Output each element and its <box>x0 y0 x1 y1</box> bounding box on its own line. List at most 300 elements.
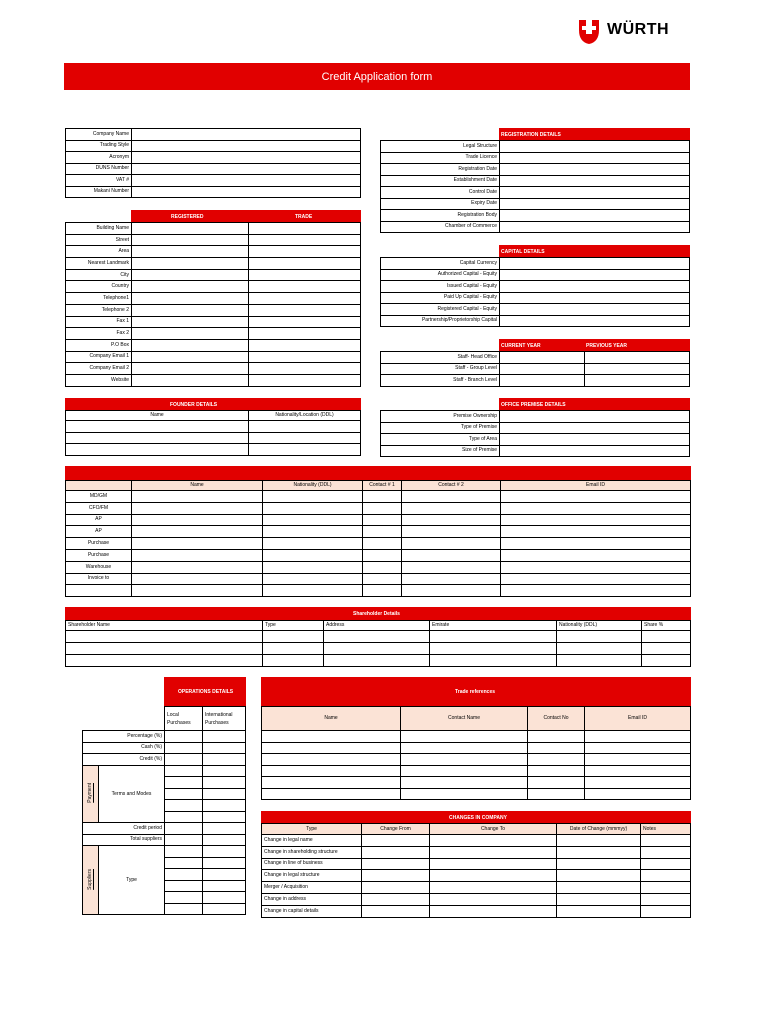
input-cell[interactable] <box>430 905 557 917</box>
input-cell[interactable] <box>132 549 263 561</box>
table-row <box>262 754 691 766</box>
input-cell[interactable] <box>402 549 501 561</box>
input-cell[interactable] <box>557 870 641 882</box>
input-cell[interactable] <box>165 742 203 754</box>
input-cell[interactable] <box>528 765 585 777</box>
input-cell[interactable] <box>165 811 203 823</box>
input-cell[interactable] <box>363 526 402 538</box>
input-cell[interactable] <box>401 731 528 743</box>
change-type-label: Change in capital details <box>262 905 362 917</box>
input-cell[interactable] <box>249 246 361 258</box>
table-row <box>262 788 691 800</box>
input-cell[interactable] <box>263 573 363 585</box>
input-cell[interactable] <box>263 561 363 573</box>
input-cell[interactable] <box>500 363 585 375</box>
address-table <box>65 222 361 387</box>
input-cell[interactable] <box>203 869 246 881</box>
table-row <box>66 258 361 270</box>
column-header: Shareholder Name <box>66 621 263 631</box>
input-cell[interactable] <box>203 846 246 858</box>
input-cell[interactable] <box>402 491 501 503</box>
input-cell[interactable] <box>642 643 691 655</box>
field-label: Percentage (%) <box>83 731 165 743</box>
input-cell[interactable] <box>165 869 203 881</box>
change-type-label: Change in legal structure <box>262 870 362 882</box>
input-cell[interactable] <box>132 163 361 175</box>
input-cell[interactable] <box>132 561 263 573</box>
input-cell[interactable] <box>262 742 401 754</box>
input-cell[interactable] <box>500 198 690 210</box>
input-cell[interactable] <box>203 800 246 812</box>
input-cell[interactable] <box>262 777 401 789</box>
input-cell[interactable] <box>500 221 690 233</box>
input-cell[interactable] <box>528 731 585 743</box>
field-label: Registration Date <box>381 164 500 176</box>
input-cell[interactable] <box>132 339 249 351</box>
input-cell[interactable] <box>641 870 691 882</box>
field-label: Paid Up Capital - Equity <box>381 292 500 304</box>
table-row <box>262 870 691 882</box>
table-row <box>381 292 690 304</box>
input-cell[interactable] <box>165 777 203 789</box>
input-cell[interactable] <box>262 731 401 743</box>
input-cell[interactable] <box>324 643 430 655</box>
input-cell[interactable] <box>132 186 361 198</box>
table-row <box>262 893 691 905</box>
input-cell[interactable] <box>430 893 557 905</box>
table-row <box>66 140 361 152</box>
input-cell[interactable] <box>585 788 691 800</box>
input-cell[interactable] <box>263 631 324 643</box>
input-cell[interactable] <box>528 742 585 754</box>
input-cell[interactable] <box>585 765 691 777</box>
column-header: Address <box>324 621 430 631</box>
input-cell[interactable] <box>362 846 430 858</box>
input-cell[interactable] <box>362 882 430 894</box>
input-cell[interactable] <box>500 281 690 293</box>
input-cell[interactable] <box>263 643 324 655</box>
table-row <box>381 258 690 270</box>
table-row <box>381 187 690 199</box>
input-cell[interactable] <box>203 754 246 766</box>
input-cell[interactable] <box>501 549 691 561</box>
input-cell[interactable] <box>557 893 641 905</box>
founder-header-text: FOUNDER DETAILS <box>170 402 218 408</box>
input-cell[interactable] <box>500 258 690 270</box>
input-cell[interactable] <box>500 375 585 387</box>
input-cell[interactable] <box>362 905 430 917</box>
registration-table <box>380 140 690 233</box>
input-cell[interactable] <box>557 858 641 870</box>
input-cell[interactable] <box>249 269 361 281</box>
input-cell[interactable] <box>501 502 691 514</box>
input-cell[interactable] <box>165 788 203 800</box>
input-cell[interactable] <box>500 269 690 281</box>
input-cell[interactable] <box>557 631 642 643</box>
input-cell[interactable] <box>165 846 203 858</box>
input-cell[interactable] <box>500 187 690 199</box>
input-cell[interactable] <box>262 754 401 766</box>
field-label: Size of Premise <box>381 445 500 457</box>
input-cell[interactable] <box>585 731 691 743</box>
office-header <box>499 398 690 410</box>
input-cell[interactable] <box>641 905 691 917</box>
input-cell[interactable] <box>249 328 361 340</box>
input-cell[interactable] <box>430 870 557 882</box>
input-cell[interactable] <box>263 491 363 503</box>
input-cell[interactable] <box>500 352 585 364</box>
input-cell[interactable] <box>132 269 249 281</box>
input-cell[interactable] <box>132 514 263 526</box>
input-cell[interactable] <box>263 514 363 526</box>
input-cell[interactable] <box>262 765 401 777</box>
input-cell[interactable] <box>501 514 691 526</box>
input-cell[interactable] <box>501 491 691 503</box>
input-cell[interactable] <box>203 903 246 915</box>
input-cell[interactable] <box>203 742 246 754</box>
input-cell[interactable] <box>165 765 203 777</box>
input-cell[interactable] <box>263 502 363 514</box>
input-cell[interactable] <box>165 880 203 892</box>
table-row <box>66 538 691 550</box>
input-cell[interactable] <box>401 754 528 766</box>
input-cell[interactable] <box>430 643 557 655</box>
input-cell[interactable] <box>500 164 690 176</box>
table-row <box>66 152 361 164</box>
input-cell[interactable] <box>132 246 249 258</box>
input-cell[interactable] <box>132 316 249 328</box>
type-label: Type <box>99 846 165 915</box>
input-cell[interactable] <box>203 823 246 835</box>
registration-header <box>499 128 690 140</box>
input-cell[interactable] <box>430 846 557 858</box>
input-cell[interactable] <box>249 223 361 235</box>
column-header: Nationality/Location (DDL) <box>249 411 361 421</box>
table-row <box>381 281 690 293</box>
field-label: VAT # <box>66 175 132 187</box>
table-row <box>83 707 246 731</box>
input-cell[interactable] <box>363 491 402 503</box>
input-cell[interactable] <box>262 788 401 800</box>
input-cell[interactable] <box>500 210 690 222</box>
input-cell[interactable] <box>362 835 430 847</box>
input-cell[interactable] <box>249 432 361 444</box>
input-cell[interactable] <box>401 788 528 800</box>
input-cell[interactable] <box>132 258 249 270</box>
staff-header <box>499 339 690 351</box>
input-cell[interactable] <box>501 538 691 550</box>
input-cell[interactable] <box>203 834 246 846</box>
field-label: Telephone 2 <box>66 304 132 316</box>
input-cell[interactable] <box>132 328 249 340</box>
input-cell[interactable] <box>402 514 501 526</box>
table-row <box>66 163 361 175</box>
change-type-label: Change in legal name <box>262 835 362 847</box>
company-table <box>65 128 361 198</box>
input-cell[interactable] <box>165 754 203 766</box>
input-cell[interactable] <box>501 573 691 585</box>
input-cell[interactable] <box>363 573 402 585</box>
input-cell[interactable] <box>132 140 361 152</box>
input-cell[interactable] <box>430 835 557 847</box>
column-header: Nationality (DDL) <box>263 481 363 491</box>
input-cell[interactable] <box>500 141 690 153</box>
input-cell[interactable] <box>401 765 528 777</box>
input-cell[interactable] <box>500 152 690 164</box>
input-cell[interactable] <box>132 538 263 550</box>
input-cell[interactable] <box>500 292 690 304</box>
table-row <box>66 411 361 421</box>
input-cell[interactable] <box>402 538 501 550</box>
input-cell[interactable] <box>557 835 641 847</box>
input-cell[interactable] <box>165 892 203 904</box>
payment-group <box>83 765 99 823</box>
input-cell[interactable] <box>132 152 361 164</box>
input-cell[interactable] <box>500 411 690 423</box>
field-label: Company Email 2 <box>66 363 132 375</box>
founder-header <box>65 398 361 410</box>
field-label: Building Name <box>66 223 132 235</box>
table-row <box>262 846 691 858</box>
input-cell[interactable] <box>501 526 691 538</box>
input-cell[interactable] <box>132 363 249 375</box>
input-cell[interactable] <box>585 352 690 364</box>
input-cell[interactable] <box>585 754 691 766</box>
column-header: Share % <box>642 621 691 631</box>
input-cell[interactable] <box>641 846 691 858</box>
input-cell[interactable] <box>132 526 263 538</box>
input-cell[interactable] <box>500 422 690 434</box>
role-label: AP <box>66 514 132 526</box>
input-cell[interactable] <box>641 893 691 905</box>
table-row <box>381 315 690 327</box>
table-row <box>66 655 691 667</box>
column-header: Emirate <box>430 621 557 631</box>
input-cell[interactable] <box>362 870 430 882</box>
input-cell[interactable] <box>66 655 263 667</box>
input-cell[interactable] <box>203 892 246 904</box>
input-cell[interactable] <box>249 234 361 246</box>
input-cell[interactable] <box>402 526 501 538</box>
input-cell[interactable] <box>528 788 585 800</box>
input-cell[interactable] <box>402 573 501 585</box>
input-cell[interactable] <box>500 434 690 446</box>
input-cell[interactable] <box>528 754 585 766</box>
input-cell[interactable] <box>132 234 249 246</box>
input-cell[interactable] <box>203 788 246 800</box>
column-header: International Purchases <box>203 707 246 731</box>
staff-table <box>380 351 690 387</box>
input-cell[interactable] <box>585 777 691 789</box>
input-cell[interactable] <box>249 351 361 363</box>
input-cell[interactable] <box>401 742 528 754</box>
input-cell[interactable] <box>66 444 249 456</box>
input-cell[interactable] <box>501 561 691 573</box>
input-cell[interactable] <box>263 655 324 667</box>
input-cell[interactable] <box>642 631 691 643</box>
input-cell[interactable] <box>557 846 641 858</box>
role-label: CFO/FM <box>66 502 132 514</box>
input-cell[interactable] <box>165 857 203 869</box>
input-cell[interactable] <box>402 561 501 573</box>
changes-table <box>261 823 691 918</box>
input-cell[interactable] <box>557 905 641 917</box>
input-cell[interactable] <box>132 129 361 141</box>
input-cell[interactable] <box>66 432 249 444</box>
input-cell[interactable] <box>557 882 641 894</box>
input-cell[interactable] <box>249 363 361 375</box>
input-cell[interactable] <box>132 175 361 187</box>
input-cell[interactable] <box>501 585 691 597</box>
input-cell[interactable] <box>585 742 691 754</box>
column-header: Name <box>66 411 249 421</box>
column-header: Local Purchases <box>165 707 203 731</box>
input-cell[interactable] <box>263 585 363 597</box>
column-header: Email ID <box>501 481 691 491</box>
input-cell[interactable] <box>324 631 430 643</box>
input-cell[interactable] <box>132 585 263 597</box>
table-row <box>381 352 690 364</box>
input-cell[interactable] <box>641 835 691 847</box>
input-cell[interactable] <box>132 351 249 363</box>
input-cell[interactable] <box>500 175 690 187</box>
input-cell[interactable] <box>249 293 361 305</box>
input-cell[interactable] <box>263 526 363 538</box>
input-cell[interactable] <box>165 823 203 835</box>
table-row <box>262 742 691 754</box>
contacts-header-bar <box>65 466 691 480</box>
table-row <box>83 754 246 766</box>
input-cell[interactable] <box>249 281 361 293</box>
table-row <box>381 198 690 210</box>
table-row <box>66 561 691 573</box>
input-cell[interactable] <box>363 502 402 514</box>
address-header <box>131 210 361 222</box>
input-cell[interactable] <box>585 363 690 375</box>
input-cell[interactable] <box>402 502 501 514</box>
role-label: Invoice to <box>66 573 132 585</box>
input-cell[interactable] <box>263 538 363 550</box>
input-cell[interactable] <box>249 304 361 316</box>
field-label: Website <box>66 374 132 386</box>
field-label: Cash (%) <box>83 742 165 754</box>
input-cell[interactable] <box>165 834 203 846</box>
field-label: Acronym <box>66 152 132 164</box>
input-cell[interactable] <box>249 339 361 351</box>
input-cell[interactable] <box>430 631 557 643</box>
input-cell[interactable] <box>500 304 690 316</box>
input-cell[interactable] <box>363 561 402 573</box>
input-cell[interactable] <box>249 258 361 270</box>
input-cell[interactable] <box>430 858 557 870</box>
input-cell[interactable] <box>363 538 402 550</box>
input-cell[interactable] <box>203 765 246 777</box>
table-row <box>66 432 361 444</box>
table-row <box>262 707 691 731</box>
input-cell[interactable] <box>263 549 363 561</box>
input-cell[interactable] <box>165 903 203 915</box>
input-cell[interactable] <box>557 643 642 655</box>
input-cell[interactable] <box>66 421 249 433</box>
input-cell[interactable] <box>165 800 203 812</box>
input-cell[interactable] <box>132 573 263 585</box>
input-cell[interactable] <box>203 811 246 823</box>
input-cell[interactable] <box>500 445 690 457</box>
input-cell[interactable] <box>430 882 557 894</box>
input-cell[interactable] <box>557 655 642 667</box>
input-cell[interactable] <box>324 655 430 667</box>
input-cell[interactable] <box>402 585 501 597</box>
input-cell[interactable] <box>363 549 402 561</box>
field-label: Registration Body <box>381 210 500 222</box>
input-cell[interactable] <box>203 731 246 743</box>
input-cell[interactable] <box>132 293 249 305</box>
input-cell[interactable] <box>641 882 691 894</box>
input-cell[interactable] <box>132 491 263 503</box>
input-cell[interactable] <box>363 514 402 526</box>
input-cell[interactable] <box>165 731 203 743</box>
field-label: Type of Premise <box>381 422 500 434</box>
table-row <box>66 175 361 187</box>
change-type-label: Change in address <box>262 893 362 905</box>
role-label <box>66 585 132 597</box>
input-cell[interactable] <box>642 655 691 667</box>
input-cell[interactable] <box>641 858 691 870</box>
operations-header-text: OPERATIONS DETAILS <box>178 689 234 695</box>
input-cell[interactable] <box>362 858 430 870</box>
table-row <box>66 351 361 363</box>
input-cell[interactable] <box>363 585 402 597</box>
table-row <box>262 835 691 847</box>
input-cell[interactable] <box>66 643 263 655</box>
input-cell[interactable] <box>66 631 263 643</box>
trade-header: TRADE <box>295 214 313 220</box>
field-label: Chamber of Commerce <box>381 221 500 233</box>
field-label: Control Date <box>381 187 500 199</box>
table-row <box>381 210 690 222</box>
table-row <box>66 223 361 235</box>
table-row <box>262 882 691 894</box>
input-cell[interactable] <box>203 777 246 789</box>
input-cell[interactable] <box>362 893 430 905</box>
table-row <box>66 421 361 433</box>
input-cell[interactable] <box>249 374 361 386</box>
input-cell[interactable] <box>132 223 249 235</box>
input-cell[interactable] <box>430 655 557 667</box>
input-cell[interactable] <box>585 375 690 387</box>
table-row <box>381 363 690 375</box>
input-cell[interactable] <box>528 777 585 789</box>
input-cell[interactable] <box>132 304 249 316</box>
column-header: Contact # 1 <box>363 481 402 491</box>
field-label: Total suppliers <box>83 834 165 846</box>
input-cell[interactable] <box>249 421 361 433</box>
input-cell[interactable] <box>203 880 246 892</box>
input-cell[interactable] <box>249 444 361 456</box>
input-cell[interactable] <box>401 777 528 789</box>
input-cell[interactable] <box>249 316 361 328</box>
trade-refs-header-text: Trade references <box>455 689 496 695</box>
input-cell[interactable] <box>132 281 249 293</box>
input-cell[interactable] <box>203 857 246 869</box>
registration-header-text: REGISTRATION DETAILS <box>501 132 561 138</box>
table-row <box>66 129 361 141</box>
field-label: Area <box>66 246 132 258</box>
input-cell[interactable] <box>132 502 263 514</box>
column-header: Name <box>262 707 401 731</box>
input-cell[interactable] <box>132 374 249 386</box>
input-cell[interactable] <box>500 315 690 327</box>
